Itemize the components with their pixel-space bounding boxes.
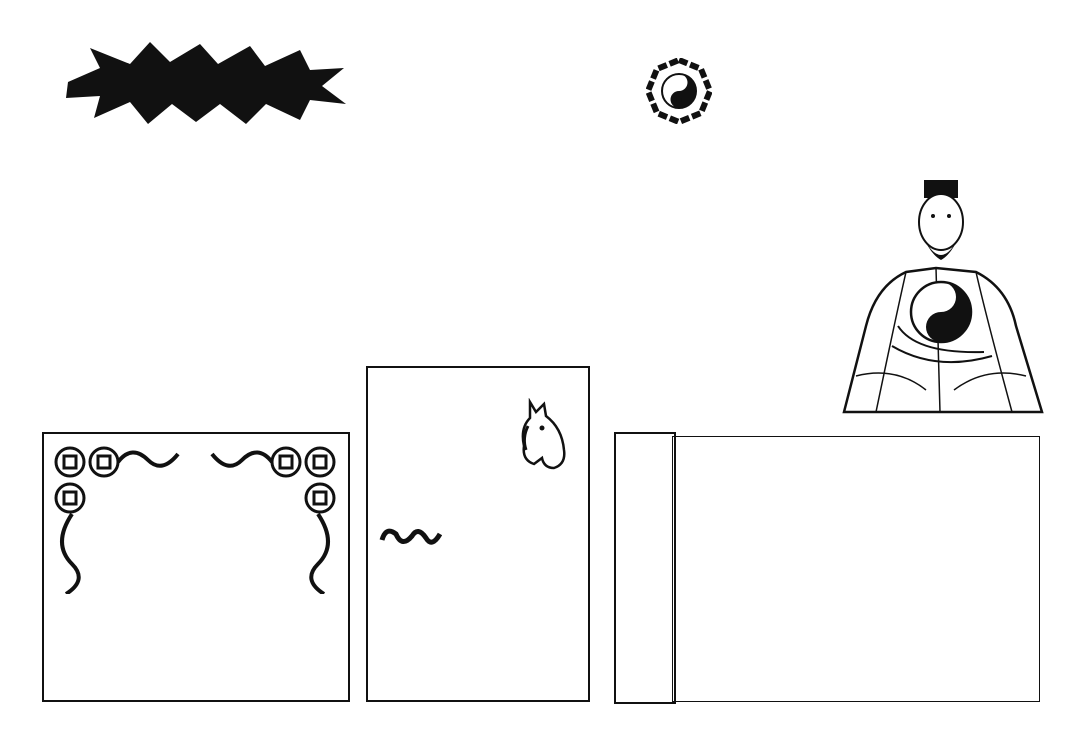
special-title-box (614, 432, 676, 704)
right-border (1047, 40, 1069, 710)
horse-head-icon (514, 398, 568, 470)
bottom-border (30, 710, 1080, 738)
starburst-banner (60, 38, 350, 126)
bagua-icon (646, 58, 712, 124)
swirl-logo (378, 522, 442, 554)
puzzle-box (672, 436, 1040, 702)
sage-illustration (836, 176, 1046, 414)
coin-frame (52, 444, 338, 594)
left-border (10, 12, 32, 737)
top-border (300, 14, 1080, 42)
